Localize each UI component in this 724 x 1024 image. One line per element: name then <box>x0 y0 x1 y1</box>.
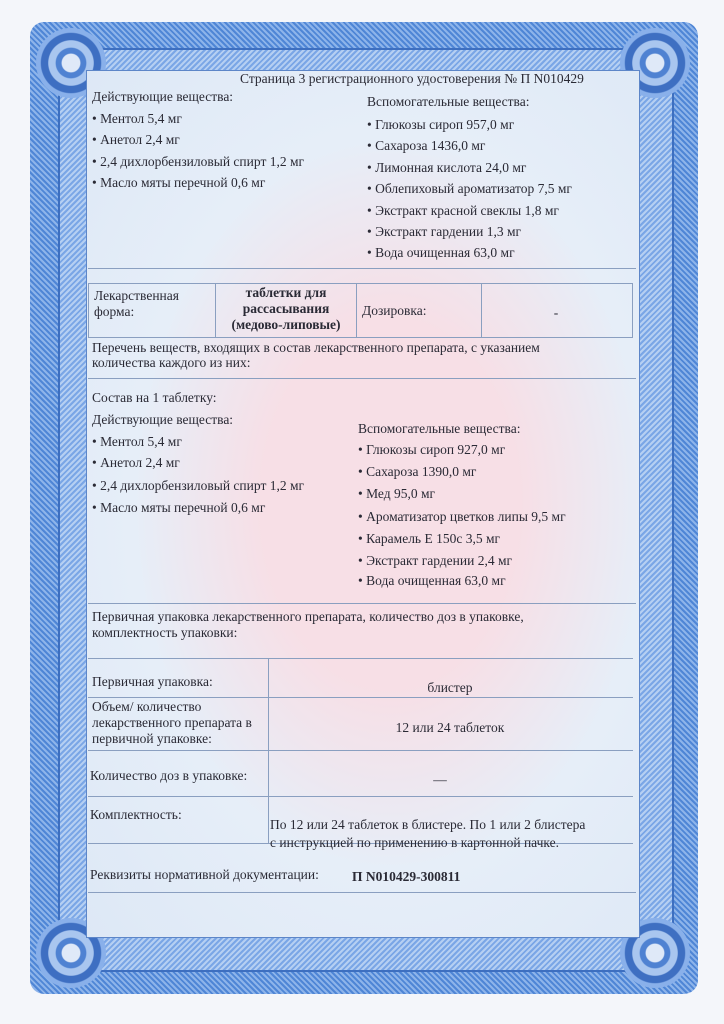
volume-label: Объем/ количество <box>92 699 202 714</box>
primary-label: Первичная упаковка: <box>92 674 213 689</box>
dosage-value: - <box>553 305 559 320</box>
form-value-1: таблетки для <box>245 285 327 300</box>
divider <box>88 283 633 284</box>
divider <box>88 750 633 751</box>
list-item: • Экстракт гардении 1,3 мг <box>367 224 522 239</box>
packaging-heading: Первичная упаковка лекарственного препарата, количество доз в упаковке, <box>92 609 524 624</box>
list-item: • Масло мяты перечной 0,6 мг <box>92 175 266 190</box>
list-item: • Экстракт красной свеклы 1,8 мг <box>367 203 559 218</box>
divider <box>88 892 636 893</box>
excipient-heading: Вспомогательные вещества: <box>358 421 521 436</box>
list-item: • Ментол 5,4 мг <box>92 111 182 126</box>
divider <box>88 283 89 337</box>
volume-label: первичной упаковке: <box>92 731 212 746</box>
list-intro: Перечень веществ, входящих в состав лекарственного препарата, с указанием <box>92 340 540 355</box>
list-item: • Ментол 5,4 мг <box>92 434 182 449</box>
divider <box>88 268 636 269</box>
volume-label: лекарственного препарата в <box>92 715 252 730</box>
divider <box>88 337 633 338</box>
divider <box>88 697 633 698</box>
active-heading: Действующие вещества: <box>92 412 234 427</box>
list-item: • Вода очищенная 63,0 мг <box>358 573 506 588</box>
divider <box>88 658 633 659</box>
divider <box>88 796 633 797</box>
primary-value: блистер <box>427 680 473 695</box>
active-heading: Действующие вещества: <box>92 89 234 104</box>
form-value-3: (медово-липовые) <box>231 317 341 332</box>
divider <box>88 603 636 604</box>
divider <box>88 378 636 379</box>
list-item: • Лимонная кислота 24,0 мг <box>367 160 527 175</box>
packaging-heading: комплектность упаковки: <box>92 625 238 640</box>
doses-value: — <box>433 772 447 787</box>
list-item: • Масло мяты перечной 0,6 мг <box>92 500 266 515</box>
list-item: • Глюкозы сироп 957,0 мг <box>367 117 515 132</box>
doses-label: Количество доз в упаковке: <box>90 768 248 783</box>
form-label: Лекарственная форма: <box>94 288 179 319</box>
normative-value: П N010429-300811 <box>352 869 461 884</box>
list-intro: количества каждого из них: <box>92 355 251 370</box>
dosage-label: Дозировка: <box>362 303 427 318</box>
divider <box>268 658 269 843</box>
completeness-value: с инструкцией по применению в картонной пачке. <box>270 835 559 850</box>
list-item: • Анетол 2,4 мг <box>92 132 180 147</box>
completeness-label: Комплектность: <box>90 807 182 822</box>
completeness-value: По 12 или 24 таблеток в блистере. По 1 или 2 блистера <box>270 817 586 832</box>
list-item: • Глюкозы сироп 927,0 мг <box>358 442 506 457</box>
list-item: • Ароматизатор цветков липы 9,5 мг <box>358 509 566 524</box>
list-item: • Сахароза 1390,0 мг <box>358 464 477 479</box>
list-item: • 2,4 дихлорбензиловый спирт 1,2 мг <box>92 154 305 169</box>
list-item: • Экстракт гардении 2,4 мг <box>358 553 513 568</box>
divider <box>632 283 633 337</box>
list-item: • Сахароза 1436,0 мг <box>367 138 486 153</box>
list-item: • Вода очищенная 63,0 мг <box>367 245 515 260</box>
list-item: • Карамель Е 150с 3,5 мг <box>358 531 501 546</box>
list-item: • Мед 95,0 мг <box>358 486 436 501</box>
divider <box>356 283 357 337</box>
form-value-2: рассасывания <box>242 301 330 316</box>
normative-label: Реквизиты нормативной документации: <box>90 867 319 882</box>
per-tablet: Состав на 1 таблетку: <box>92 390 217 405</box>
divider <box>215 283 216 337</box>
list-item: • 2,4 дихлорбензиловый спирт 1,2 мг <box>92 478 305 493</box>
page-title: Страница 3 регистрационного удостоверения № П N010429 <box>240 71 584 86</box>
volume-value: 12 или 24 таблеток <box>395 720 505 735</box>
list-item: • Анетол 2,4 мг <box>92 455 180 470</box>
list-item: • Облепиховый ароматизатор 7,5 мг <box>367 181 572 196</box>
excipient-heading: Вспомогательные вещества: <box>367 94 530 109</box>
